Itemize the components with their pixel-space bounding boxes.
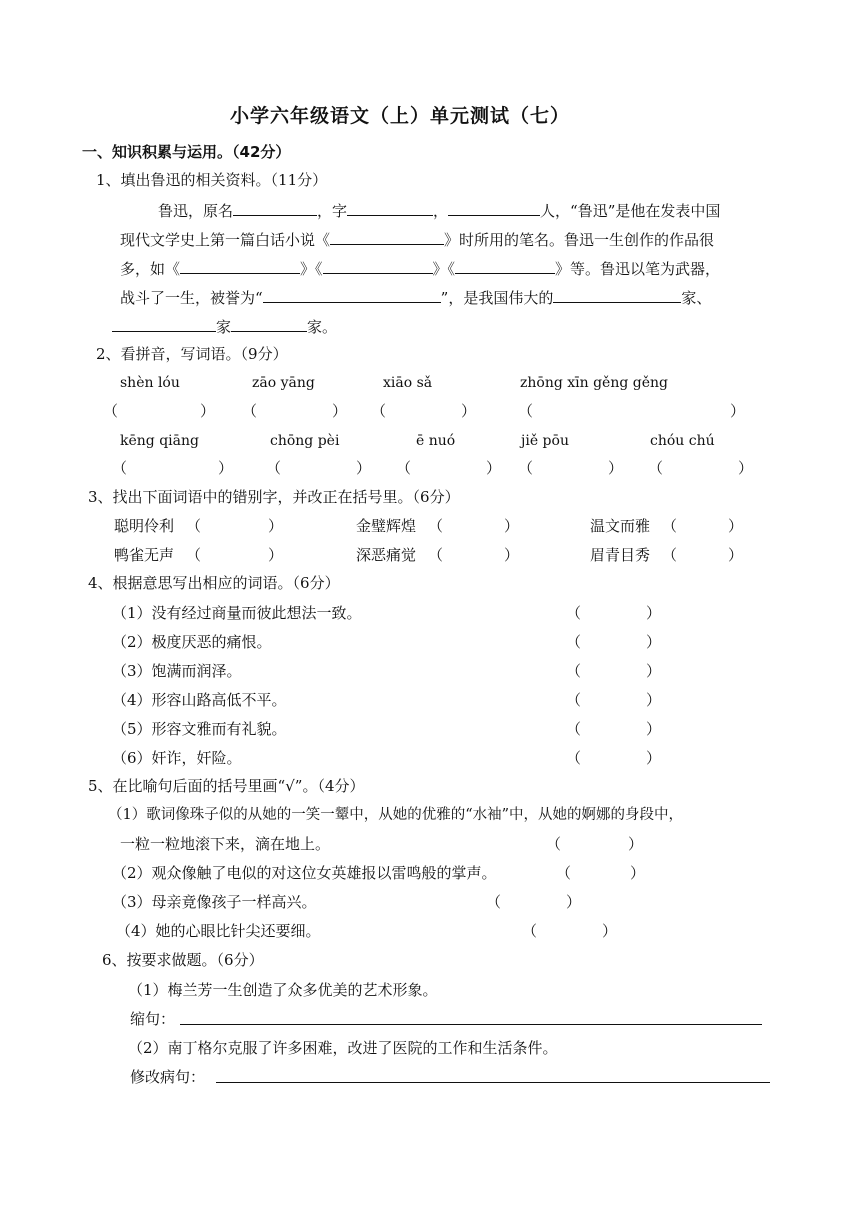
answer-line[interactable] [216,1082,770,1083]
paren-open: （ [566,662,582,680]
pinyin: chōng pèi [270,433,340,449]
q1-line3 [120,258,720,279]
page-title: 小学六年级语文（上）单元测试（七） [230,105,571,127]
q1-text: 家、 [681,289,712,307]
paren-close: ） [728,546,744,564]
q4-item: （6）奸诈，奸险。 [112,749,242,767]
pinyin: shèn lóu [120,375,180,391]
answer-blank[interactable] [231,316,307,332]
section-heading: 一、知识积累与运用。（42分） [82,143,291,161]
q6-prompt: 缩句： [130,1010,176,1028]
q6-prompt: 修改病句： [130,1068,206,1086]
paren-close: ） [461,402,477,420]
paren-close: ） [728,517,744,535]
q3-word: 温文而雅 [590,517,651,535]
answer-blank[interactable] [330,229,444,245]
q3-word: 鸭雀无声 [114,546,175,564]
q1-text: ，字 [317,202,348,220]
q3-word: 眉青目秀 [590,546,651,564]
answer-blank[interactable] [112,316,216,332]
pinyin: kēng qiāng [120,433,199,449]
answer-blank[interactable] [553,287,681,303]
paren-open: （ [566,604,582,622]
q1-text: 家 [216,318,232,336]
q1-text: ， [433,202,449,220]
paren-close: ） [646,662,662,680]
paren-close: ） [646,691,662,709]
q6-sentence: （2）南丁格尔克服了许多困难，改进了医院的工作和生活条件。 [128,1039,558,1057]
paren-open: （ [522,922,538,940]
paren-open: （ [242,402,258,420]
q1-text: 家。 [307,318,338,336]
paren-close: ） [646,604,662,622]
q1-text: 人，“鲁迅”是他在发表中国 [540,202,721,220]
q3-heading: 3、找出下面词语中的错别字，并改正在括号里。（6分） [88,488,460,506]
q4-heading: 4、根据意思写出相应的词语。（6分） [88,574,340,592]
paren-open: （ [518,402,534,420]
pinyin: zāo yāng [252,375,315,391]
paren-open: （ [186,546,202,564]
q1-text: 鲁迅，原名 [158,202,234,220]
q1-text: ”，是我国伟大的 [440,289,554,307]
paren-open: （ [662,546,678,564]
q1-text: 战斗了一生，被誉为“ [120,289,263,307]
paren-open: （ [112,459,128,477]
paren-close: ） [332,402,348,420]
paren-open: （ [428,517,444,535]
pinyin: chóu chú [650,433,715,449]
pinyin: ē nuó [416,433,456,449]
paren-open: （ [546,835,562,853]
q5-item: 一粒一粒地滚下来，滴在地上。 [120,835,331,853]
answer-blank[interactable] [347,200,433,216]
q1-heading: 1、填出鲁迅的相关资料。（11分） [96,171,328,189]
q1-line4 [120,287,711,308]
paren-close: ） [200,402,216,420]
q5-item: （3）母亲竟像孩子一样高兴。 [112,893,317,911]
paren-open: （ [396,459,412,477]
paren-open: （ [566,720,582,738]
paren-close: ） [356,459,372,477]
paren-close: ） [602,922,618,940]
paren-close: ） [218,459,234,477]
paren-open: （ [266,459,282,477]
q4-item: （4）形容山路高低不平。 [112,691,287,709]
answer-blank[interactable] [233,200,317,216]
q1-text: 》时所用的笔名。鲁迅一生创作的作品很 [444,231,715,249]
answer-blank[interactable] [180,258,300,274]
paren-open: （ [566,633,582,651]
q1-line5 [112,316,337,337]
paren-close: ） [646,720,662,738]
paren-close: ） [646,749,662,767]
q2-heading: 2、看拼音，写词语。（9分） [96,345,288,363]
pinyin: zhōng xīn gěng gěng [520,375,668,391]
paren-close: ） [730,402,746,420]
pinyin: xiāo sǎ [383,375,433,391]
paren-close: ） [630,864,646,882]
q4-item: （2）极度厌恶的痛恨。 [112,633,272,651]
q1-text: 》《 [432,260,456,278]
paren-open: （ [518,459,534,477]
q3-word: 聪明伶利 [114,517,175,535]
paren-open: （ [486,893,502,911]
paren-open: （ [103,402,119,420]
q5-item: （4）她的心眼比针尖还要细。 [116,922,321,940]
paren-open: （ [662,517,678,535]
answer-blank[interactable] [455,258,555,274]
q3-word: 金璧辉煌 [356,517,417,535]
paren-close: ） [504,517,520,535]
paren-close: ） [628,835,644,853]
q5-item: （2）观众像触了电似的对这位女英雄报以雷鸣般的掌声。 [112,864,497,882]
q1-line2 [120,229,714,250]
paren-open: （ [186,517,202,535]
paren-open: （ [371,402,387,420]
q3-word: 深恶痛觉 [356,546,417,564]
paren-open: （ [648,459,664,477]
answer-line[interactable] [180,1024,762,1025]
paren-close: ） [646,633,662,651]
pinyin: jiě pōu [521,433,569,449]
q5-heading: 5、在比喻句后面的括号里画“√”。（4分） [88,777,365,795]
q1-line1 [158,200,720,221]
answer-blank[interactable] [263,287,441,303]
paren-open: （ [566,749,582,767]
paren-close: ） [268,546,284,564]
q6-sentence: （1）梅兰芳一生创造了众多优美的艺术形象。 [128,981,438,999]
q5-item: （1）歌词像珠子似的从她的一笑一颦中，从她的优雅的“水袖”中，从她的婀娜的身段中， [108,807,684,823]
paren-open: （ [428,546,444,564]
paren-close: ） [504,546,520,564]
paren-open: （ [556,864,572,882]
q1-text: 现代文学史上第一篇白话小说《 [120,231,331,249]
paren-close: ） [608,459,624,477]
q4-item: （5）形容文雅而有礼貌。 [112,720,287,738]
answer-blank[interactable] [323,258,433,274]
paren-close: ） [738,459,754,477]
q1-text: 》等。鲁迅以笔为武器， [555,260,721,278]
answer-blank[interactable] [448,200,540,216]
q1-text: 多，如《 [120,260,181,278]
q6-heading: 6、按要求做题。（6分） [102,951,264,969]
q1-text: 》《 [300,260,323,278]
paren-close: ） [268,517,284,535]
q4-item: （3）饱满而润泽。 [112,662,242,680]
paren-close: ） [486,459,502,477]
paren-close: ） [566,893,582,911]
paren-open: （ [566,691,582,709]
q4-item: （1）没有经过商量而彼此想法一致。 [112,604,362,622]
